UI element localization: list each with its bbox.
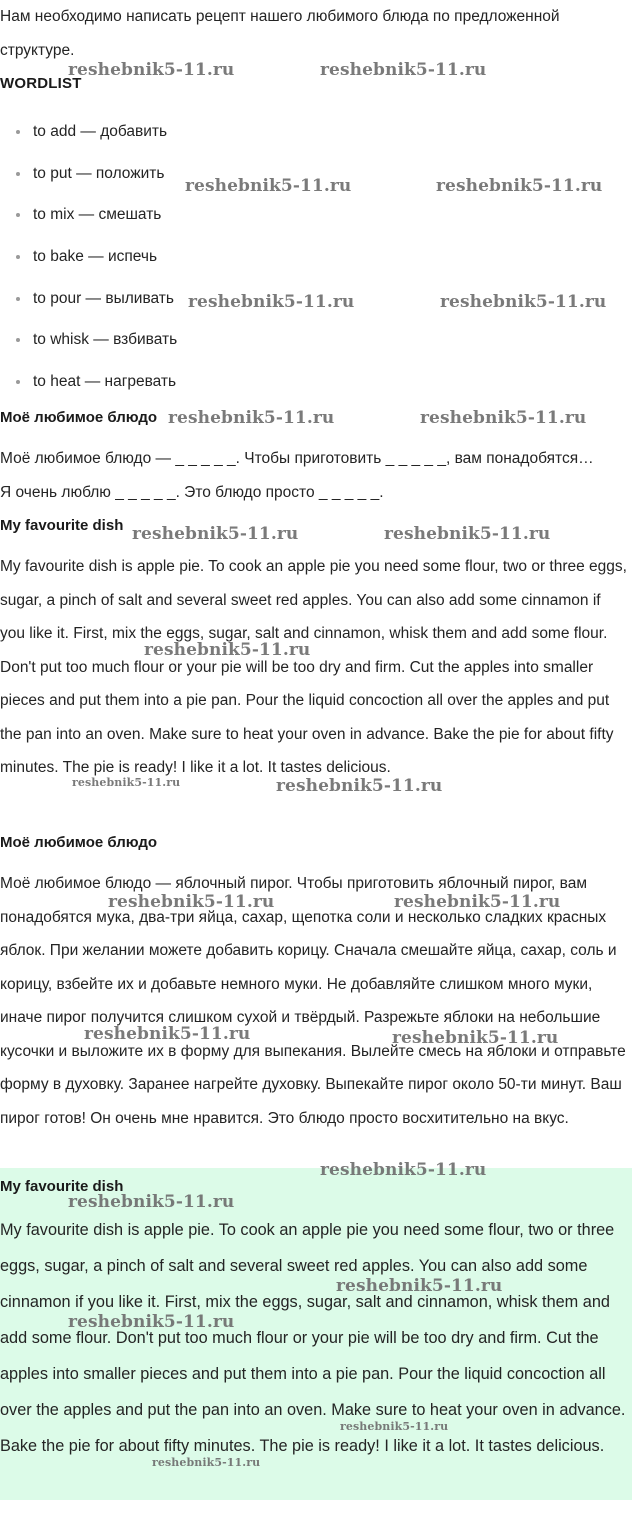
wordlist-item-text: to add — добавить xyxy=(33,123,168,140)
list-item xyxy=(0,236,300,278)
template-line-1: Моё любимое блюдо — _ _ _ _ _. Чтобы приготовить _ _ _ _ _, вам понадобятся… xyxy=(0,450,594,467)
essay-ru-text: Моё любимое блюдо — яблочный пирог. Чтобы приготовить яблочный пирог, вам понадобятся мука, два-три яйца, сахар, щепотка соли и несколько сладких красных яблок. При желании можете добавить корицу. Сначала смешайте яйца, сахар, соль и корицу, взбейте их и добавьте немного муки. Не добавляйте слишком много муки, иначе пирог получится слишком сухой и твёрдый. Разрежьте яблоки на небольшие кусочки и выложите их в форму для выпекания. Вылейте смесь на яблоки и отправьте форму в духовку. Заранее нагрейте духовку. Выпекайте пирог около 50-ти минут. Ваш пирог готов! Он очень мне нравится. Это блюдо просто восхитительно на вкус. xyxy=(0,875,626,1127)
bullet-icon xyxy=(16,338,20,342)
watermark: reshebnik5-11.ru xyxy=(436,176,603,196)
watermark: reshebnik5-11.ru xyxy=(68,60,235,80)
essay-en-heading: My favourite dish xyxy=(0,517,124,534)
watermark: reshebnik5-11.ru xyxy=(320,60,487,80)
watermark: reshebnik5-11.ru xyxy=(132,524,299,544)
list-item xyxy=(0,319,300,361)
essay-en-highlight-heading: My favourite dish xyxy=(0,1178,124,1195)
essay-en-highlight-text: My favourite dish is apple pie. To cook an apple pie you need some flour, two or three eggs, sugar, a pinch of salt and several sweet red apples. You can also add some cinnamon if you like it. First, mix the eggs, sugar, salt and cinnamon, whisk them and add some flour. Don't put too much flour or your pie will be too dry and firm. Cut the apples into smaller pieces and put them into a pie pan. Pour the liquid concoction all over the apples and put the pan into an oven. Make sure to heat your oven in advance. Bake the pie for about fifty minutes. The pie is ready! I like it a lot. It tastes delicious. xyxy=(0,1221,626,1455)
watermark: reshebnik5-11.ru xyxy=(336,1276,503,1296)
wordlist-item-text: to bake — испечь xyxy=(33,248,158,266)
template-line-2: Я очень люблю _ _ _ _ _. Это блюдо просто _ _ _ _ _. xyxy=(0,484,384,501)
watermark: reshebnik5-11.ru xyxy=(68,1312,235,1332)
watermark: reshebnik5-11.ru xyxy=(188,292,355,312)
list-item xyxy=(0,361,300,403)
essay-en-text: My favourite dish is apple pie. To cook an apple pie you need some flour, two or three eggs, sugar, a pinch of salt and several sweet red apples. You can also add some cinnamon if you like it. First, mix the eggs, sugar, salt and cinnamon, whisk them and add some flour. Don't put too much flour or your pie will be too dry and firm. Cut the apples into smaller pieces and put them into a pie pan. Pour the liquid concoction all over the apples and put the pan into an oven. Make sure to heat your oven in advance. Bake the pie for about fifty minutes. The pie is ready! I like it a lot. It tastes delicious. xyxy=(0,558,627,776)
watermark: reshebnik5-11.ru xyxy=(108,892,275,912)
wordlist-item-text: to put — положить xyxy=(33,164,165,182)
watermark: reshebnik5-11.ru xyxy=(340,1420,449,1433)
bullet-icon xyxy=(16,297,20,301)
watermark: reshebnik5-11.ru xyxy=(84,1024,251,1044)
list-item xyxy=(0,194,300,236)
watermark: reshebnik5-11.ru xyxy=(68,1192,235,1212)
watermark: reshebnik5-11.ru xyxy=(394,892,561,912)
wordlist-item-text: to whisk — взбивать xyxy=(33,331,178,349)
essay-ru-heading: Моё любимое блюдо xyxy=(0,834,158,851)
bullet-icon xyxy=(16,213,20,217)
bullet-icon xyxy=(16,255,20,259)
watermark: reshebnik5-11.ru xyxy=(420,408,587,428)
watermark: reshebnik5-11.ru xyxy=(384,524,551,544)
watermark: reshebnik5-11.ru xyxy=(152,1456,261,1469)
wordlist-item-text: to mix — смешать xyxy=(33,206,162,224)
watermark: reshebnik5-11.ru xyxy=(440,292,607,312)
watermark: reshebnik5-11.ru xyxy=(392,1028,559,1048)
watermark: reshebnik5-11.ru xyxy=(72,776,181,789)
watermark: reshebnik5-11.ru xyxy=(185,176,352,196)
watermark: reshebnik5-11.ru xyxy=(276,776,443,796)
watermark: reshebnik5-11.ru xyxy=(168,408,335,428)
bullet-icon xyxy=(16,380,20,384)
wordlist-item-text: to pour — выливать xyxy=(33,289,174,307)
template-heading: Моё любимое блюдо xyxy=(0,409,158,426)
watermark: reshebnik5-11.ru xyxy=(144,640,311,660)
watermark: reshebnik5-11.ru xyxy=(320,1160,487,1180)
wordlist xyxy=(0,111,300,403)
wordlist-heading: WORDLIST xyxy=(0,75,82,92)
wordlist-item-text: to heat — нагревать xyxy=(33,373,177,391)
bullet-icon xyxy=(16,130,20,134)
list-item xyxy=(0,111,300,153)
bullet-icon xyxy=(16,172,20,176)
intro-text: Нам необходимо написать рецепт нашего любимого блюда по предложенной структуре. xyxy=(0,8,560,59)
